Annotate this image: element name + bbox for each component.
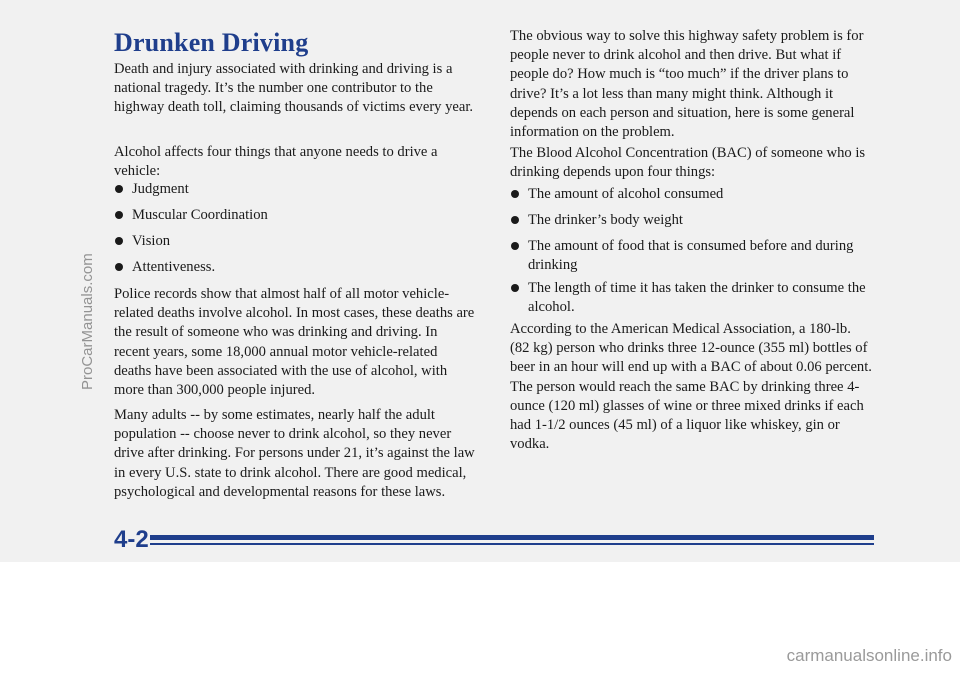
bullet-icon <box>511 242 519 250</box>
footer-rule <box>150 535 874 540</box>
bottom-watermark: carmanualsonline.info <box>786 646 952 665</box>
bullet-icon <box>115 263 123 271</box>
paragraph: The obvious way to solve this highway safety problem is for people never to drink alcohol and then drive. But what if people do? How much is “too much” if the driver plans to drive? It’s a lot less than many might think. Although it depends on each person and situation, here is some general information on the problem. <box>510 28 864 141</box>
bullet-icon <box>511 284 519 292</box>
list-item: Muscular Coordination <box>114 206 476 225</box>
list-item: Vision <box>114 232 476 251</box>
list-item: The drinker’s body weight <box>510 211 872 230</box>
page-title: Drunken Driving <box>114 28 309 57</box>
bullet-icon <box>511 190 519 198</box>
bullet-icon <box>115 185 123 193</box>
list-item: The amount of food that is consumed before and during drinking <box>510 237 872 275</box>
paragraph: According to the American Medical Association, a 180-lb. (82 kg) person who drinks three 12-ounce (355 ml) bottles of beer in an hour will end up with a BAC of about 0.06 percent. The person would reach the same BAC by drinking three 4-ounce (120 ml) glasses of wine or three mixed drinks if each had 1-1/2 ounces (45 ml) of a liquor like whiskey, gin or vodka. <box>510 321 872 453</box>
list-item: Judgment <box>114 180 476 199</box>
bullet-icon <box>115 237 123 245</box>
paragraph: Many adults -- by some estimates, nearly half the adult population -- choose never to drink alcohol, so they never drive after drinking. For persons under 21, it’s against the law in every U.S. state to drink alcohol. There are good medical, psychological and developmental reasons for these laws. <box>114 407 475 500</box>
footer-rule-thin <box>150 543 874 545</box>
paragraph: Death and injury associated with drinking and driving is a national tragedy. It’s the number one contributor to the highway death toll, claiming thousands of victims every year. <box>114 61 474 116</box>
bullet-icon <box>511 216 519 224</box>
paragraph: Police records show that almost half of all motor vehicle-related deaths involve alcohol. In most cases, these deaths are the result of someone who was drinking and driving. In recent years, some 18,000 annual motor vehicle-related deaths have been associated with the use of alcohol, with more than 300,000 people injured. <box>114 286 475 399</box>
list-item: Attentiveness. <box>114 258 476 277</box>
bullet-icon <box>115 211 123 219</box>
paragraph: The Blood Alcohol Concentration (BAC) of someone who is drinking depends upon four things: <box>510 145 866 181</box>
list-item: The amount of alcohol consumed <box>510 185 872 204</box>
side-watermark: ProCarManuals.com <box>79 253 96 390</box>
paragraph: Alcohol affects four things that anyone needs to drive a vehicle: <box>114 144 438 180</box>
page-number: 4-2 <box>114 526 149 553</box>
list-item: The length of time it has taken the drinker to consume the alcohol. <box>510 279 872 317</box>
